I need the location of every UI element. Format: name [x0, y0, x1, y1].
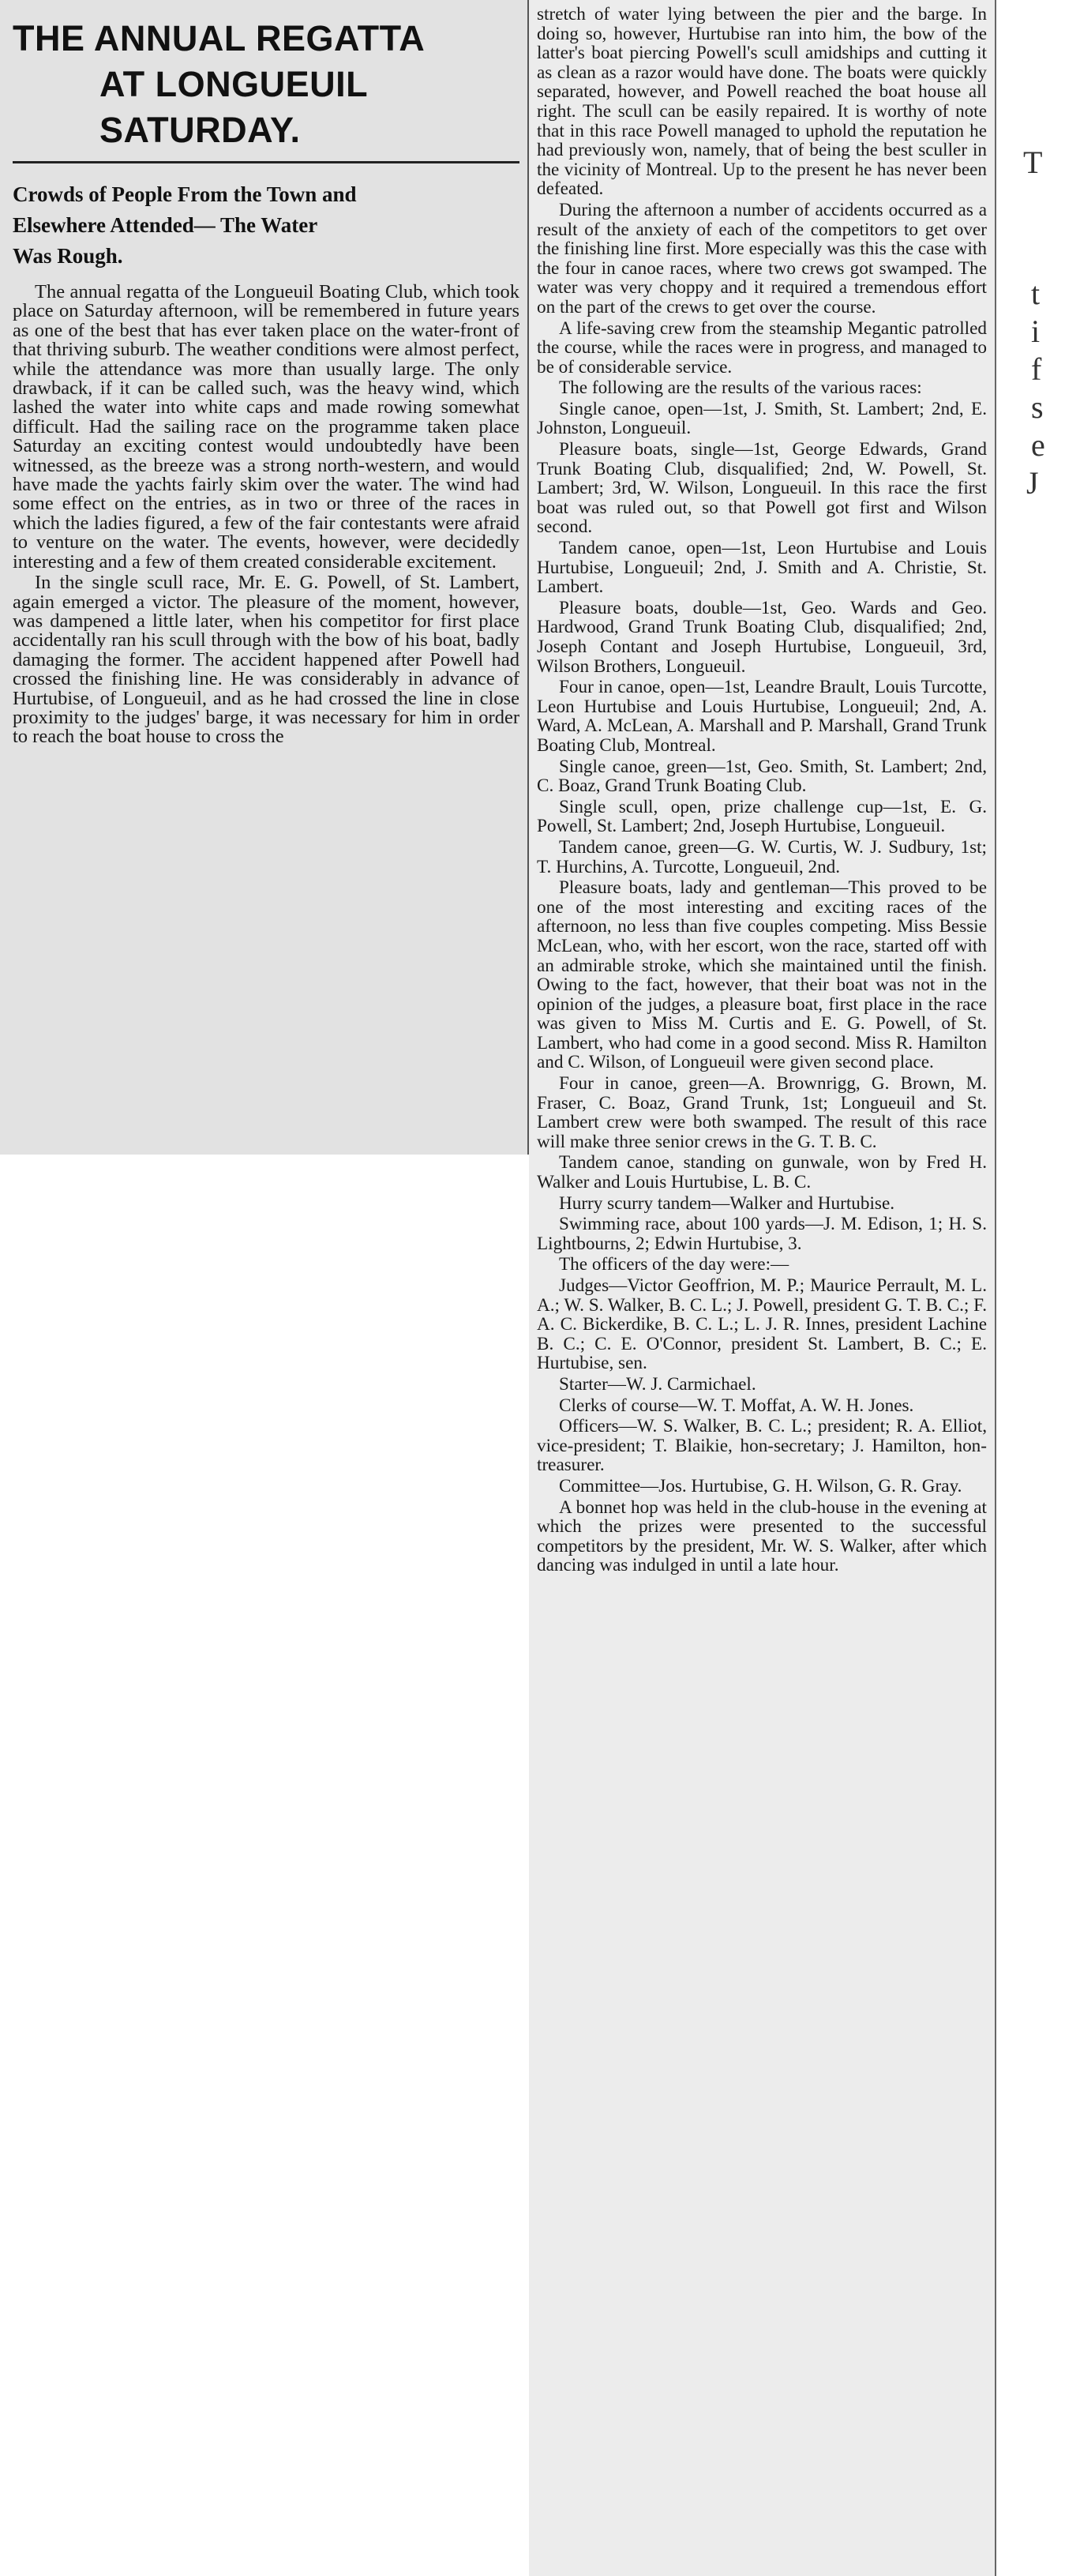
subheadline-line: Elsewhere Attended— The Water — [13, 213, 318, 237]
article-body-right — [537, 5, 987, 1575]
headline-rule — [13, 161, 519, 163]
race-result: Tandem canoe, open—1st, Leon Hurtubise and Louis Hurtubise, Longueuil; 2nd, J. Smith and A. Christie, St. Lambert. — [537, 538, 987, 598]
race-result: Pleasure boats, lady and gentleman—This proved to be one of the most interesting and exciting races of the afternoon, no less than five couples competing. Miss Bessie McLean, who, with her escort, won the race, started off with an admirable stroke, which she maintained until the finish. Owing to the fact, however, that their boat was not in the opinion of the judges, a pleasure boat, first place in the race was given to Miss M. Curtis and E. G. Powell, of St. Lambert, who had come in a good second. Miss R. Hamilton and C. Wilson, of Longueuil were given second place. — [537, 877, 987, 1073]
subheadline — [13, 179, 516, 272]
race-result: Pleasure boats, single—1st, George Edwards, Grand Trunk Boating Club, disqualified; 2nd, W. Powell, St. Lambert; 3rd, W. Wilson, Longueuil. In this race the first boat was ruled out, so that Powell got first and Wilson second. — [537, 439, 987, 538]
article-paragraph: stretch of water lying between the pier and the barge. In doing so, however, Hurtubise ran into him, the bow of the latter's boat piercing Powell's scull amidships and cutting it as clean as a razor would have done. The boats were quickly separated, however, and Powell reached the boat house all right. The scull can be easily repaired. It is worthy of note that in this race Powell managed to uphold the reputation he had previously won, namely, that of being the best sculler in the vicinity of Montreal. Up to the present he has never been defeated. — [537, 4, 987, 200]
race-result: Single scull, open, prize challenge cup—1st, E. G. Powell, St. Lambert; 2nd, Joseph Hurtubise, Longueuil. — [537, 796, 987, 837]
article-paragraph: During the afternoon a number of accidents occurred as a result of the anxiety of each of the competitors to get over the finishing line first. More especially was this the case with the four in canoe races, where two crews got swamped. The water was very choppy and it required a tremendous effort on the part of the crews to get over the course. — [537, 199, 987, 317]
race-result: Single canoe, open—1st, J. Smith, St. Lambert; 2nd, E. Johnston, Longueuil. — [537, 398, 987, 439]
race-result: Single canoe, green—1st, Geo. Smith, St. Lambert; 2nd, C. Boaz, Grand Trunk Boating Club. — [537, 756, 987, 797]
race-result: Swimming race, about 100 yards—J. M. Edison, 1; H. S. Lightbourns, 2; Edwin Hurtubise, 3. — [537, 1214, 987, 1254]
fragment-letter: t — [1031, 276, 1041, 311]
article-paragraph: The following are the results of the various races: — [559, 377, 922, 399]
race-result: Four in canoe, green—A. Brownrigg, G. Brown, M. Fraser, C. Boaz, Grand Trunk, 1st; Longueuil and St. Lambert crew were both swamped. The result of this race will make three senior crews in the G. T. B. C. — [537, 1073, 987, 1152]
fragment-letter: J — [1026, 465, 1039, 501]
race-result: Four in canoe, open—1st, Leandre Brault, Louis Turcotte, Leon Hurtubise and Louis Hurtubise, Longueuil; 2nd, A. Ward, A. McLean, A. Marshall and P. Marshall, Grand Trunk Boating Club, Montreal. — [537, 677, 987, 756]
article-paragraph: A life-saving crew from the steamship Megantic patrolled the course, while the races were in progress, and managed to be of considerable service. — [537, 317, 987, 377]
officers-heading: The officers of the day were:— — [559, 1254, 789, 1275]
article-paragraph: In the single scull race, Mr. E. G. Powell, of St. Lambert, again emerged a victor. The pleasure of the moment, however, was dampened a little later, when his competitor for first place accidentally ran his scull through with the bow of his boat, badly damaging the former. The accident happened after Powell had crossed the finishing line. He was considerably in advance of Hurtubise, of Longueuil, and as he had crossed the line in close proximity to the judges' barge, it was necessary for him in order to reach the boat house to cross the — [13, 572, 519, 748]
race-result: Tandem canoe, standing on gunwale, won by Fred H. Walker and Louis Hurtubise, L. B. C. — [537, 1152, 987, 1193]
article-body-left — [13, 283, 519, 747]
officers-entry: Judges—Victor Geoffrion, M. P.; Maurice Perrault, M. L. A.; W. S. Walker, B. C. L.; J. Powell, president G. T. B. C.; F. A. C. Bickerdike, B. C. L.; L. J. R. Innes, president Lachine B. C.; C. E. O'Connor, president St. Lambert, B. C.; E. Hurtubise, sen. — [537, 1275, 987, 1374]
article-left-column — [0, 0, 527, 1155]
fragment-letter: T — [1023, 145, 1043, 180]
headline-line-1: THE ANNUAL REGATTA — [13, 18, 426, 58]
officers-entry: Starter—W. J. Carmichael. — [559, 1373, 756, 1395]
race-result: Hurry scurry tandem—Walker and Hurtubise. — [559, 1192, 895, 1214]
fragment-letter: e — [1031, 427, 1045, 463]
headline-line-2: AT LONGUEUIL SATURDAY. — [99, 64, 368, 150]
officers-entry: Committee—Jos. Hurtubise, G. H. Wilson, G. R. Gray. — [559, 1475, 962, 1496]
adjacent-column-fragments — [996, 0, 1065, 2576]
race-result: Pleasure boats, double—1st, Geo. Wards and Geo. Hardwood, Grand Trunk Boating Club, disqualified; 2nd, Joseph Contant and Joseph Hurtubise, Longueuil, 3rd, Wilson Brothers, Longueuil. — [537, 597, 987, 677]
officers-entry: Officers—W. S. Walker, B. C. L.; president; R. A. Elliot, vice-president; T. Blaikie, hon-secretary; J. Hamilton, hon-treasurer. — [537, 1416, 987, 1476]
race-result: Tandem canoe, green—G. W. Curtis, W. J. Sudbury, 1st; T. Hurchins, A. Turcotte, Longueuil, 2nd. — [537, 836, 987, 877]
article-right-column — [529, 0, 995, 2576]
article-paragraph: The annual regatta of the Longueuil Boating Club, which took place on Saturday afternoon, will be remembered in future years as one of the best that has ever taken place on the water-front of that thriving suburb. The weather conditions were almost perfect, while the attendance was more than usually large. The only drawback, if it can be called such, was the heavy wind, which lashed the water into white caps and made rowing somewhat difficult. Had the sailing race on the programme taken place Saturday an exciting contest would undoubtedly have been witnessed, as the breeze was a strong north-western, and would have made the yachts fairly skim over the water. The wind had some effect on the entries, as in two or three of the races in which the ladies figured, a few of the fair contestants were afraid to venture on the water. The events, however, were decidedly interesting and a few of them created considerable excitement. — [13, 281, 519, 573]
officers-entry: Clerks of course—W. T. Moffat, A. W. H. Jones. — [559, 1395, 914, 1416]
fragment-letter: s — [1031, 389, 1044, 425]
headline — [13, 16, 519, 153]
article-paragraph: A bonnet hop was held in the club-house in the evening at which the prizes were presented to the successful competitors by the president, Mr. W. S. Walker, after which dancing was indulged in until a late hour. — [537, 1496, 987, 1576]
subheadline-line: Was Rough. — [13, 244, 123, 268]
subheadline-line: Crowds of People From the Town and — [13, 182, 357, 206]
fragment-letter: i — [1031, 314, 1041, 349]
fragment-letter: f — [1031, 351, 1042, 387]
